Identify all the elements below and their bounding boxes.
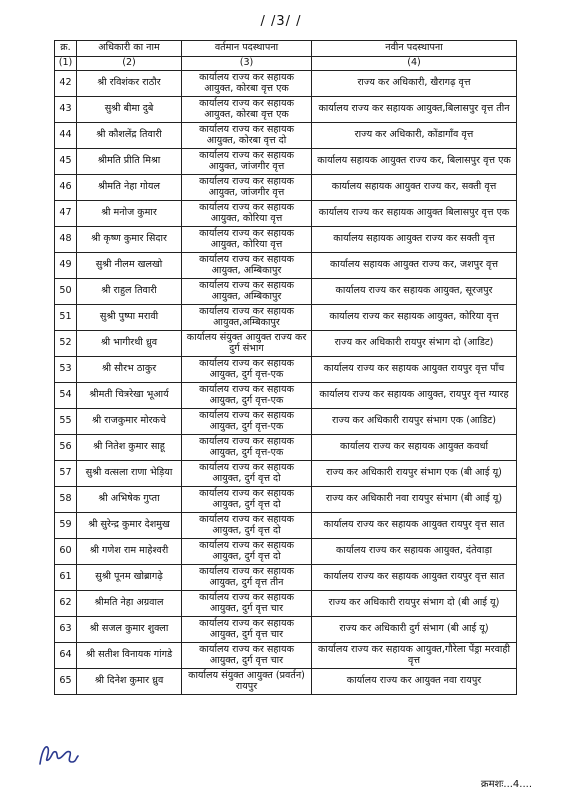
new-posting-cell: राज्य कर अधिकारी दुर्ग संभाग (बी आई यू) — [312, 617, 517, 643]
serial-cell: 44 — [55, 123, 77, 149]
serial-cell: 54 — [55, 383, 77, 409]
officer-name-cell: श्री कृष्ण कुमार सिदार — [77, 227, 182, 253]
serial-cell: 45 — [55, 149, 77, 175]
serial-cell: 61 — [55, 565, 77, 591]
table-row — [55, 305, 517, 331]
table-body — [55, 71, 517, 695]
serial-cell: 51 — [55, 305, 77, 331]
new-posting-cell: कार्यालय सहायक आयुक्त राज्य कर, बिलासपुर वृत्त एक — [312, 149, 517, 175]
current-posting-cell: कार्यालय राज्य कर सहायक आयुक्त, जांजगीर वृत्त — [182, 175, 312, 201]
new-posting-cell: कार्यालय राज्य कर आयुक्त नवा रायपुर — [312, 669, 517, 695]
serial-cell: 58 — [55, 487, 77, 513]
serial-cell: 52 — [55, 331, 77, 357]
new-posting-cell: कार्यालय राज्य कर सहायक आयुक्त रायपुर वृत्त पाँच — [312, 357, 517, 383]
table-row — [55, 357, 517, 383]
table-row — [55, 175, 517, 201]
officer-name-cell: सुश्री नीलम खलखो — [77, 253, 182, 279]
officer-name-cell: श्रीमति प्रीति मिश्रा — [77, 149, 182, 175]
officer-name-cell: श्री नितेश कुमार साहू — [77, 435, 182, 461]
table-row — [55, 331, 517, 357]
header-officer-name: अधिकारी का नाम — [77, 41, 182, 57]
column-number: (1) — [55, 57, 77, 71]
column-number: (3) — [182, 57, 312, 71]
signature-mark — [36, 740, 80, 768]
header-row — [55, 41, 517, 57]
table-row — [55, 383, 517, 409]
officer-name-cell: श्री दिनेश कुमार ध्रुव — [77, 669, 182, 695]
officer-name-cell: श्री रविशंकर राठौर — [77, 71, 182, 97]
current-posting-cell: कार्यालय राज्य कर सहायक आयुक्त, दुर्ग वृत्त चार — [182, 643, 312, 669]
table-row — [55, 149, 517, 175]
current-posting-cell: कार्यालय राज्य कर सहायक आयुक्त, दुर्ग वृत्त चार — [182, 617, 312, 643]
new-posting-cell: राज्य कर अधिकारी नवा रायपुर संभाग (बी आई यू) — [312, 487, 517, 513]
officer-name-cell: श्रीमति नेहा अग्रवाल — [77, 591, 182, 617]
new-posting-cell: कार्यालय राज्य कर सहायक आयुक्त,गौरेला पेंड्रा मरवाही वृत्त — [312, 643, 517, 669]
current-posting-cell: कार्यालय राज्य कर सहायक आयुक्त, कोरबा वृत्त एक — [182, 97, 312, 123]
officer-name-cell: सुश्री पुष्पा मरावी — [77, 305, 182, 331]
officer-name-cell: श्री राजकुमार मोरकचे — [77, 409, 182, 435]
header-current-posting: वर्तमान पदस्थापना — [182, 41, 312, 57]
current-posting-cell: कार्यालय राज्य कर सहायक आयुक्त, कोरबा वृत्त दो — [182, 123, 312, 149]
new-posting-cell: कार्यालय राज्य कर सहायक आयुक्त, सूरजपुर — [312, 279, 517, 305]
new-posting-cell: राज्य कर अधिकारी, कोंडागाँव वृत्त — [312, 123, 517, 149]
officer-name-cell: श्री सुरेन्द्र कुमार देशमुख — [77, 513, 182, 539]
table-row — [55, 513, 517, 539]
new-posting-cell: राज्य कर अधिकारी रायपुर संभाग दो (बी आई यू) — [312, 591, 517, 617]
serial-cell: 53 — [55, 357, 77, 383]
officer-name-cell: श्री गणेश राम माहेश्वरी — [77, 539, 182, 565]
new-posting-cell: कार्यालय राज्य कर सहायक आयुक्त रायपुर वृत्त सात — [312, 513, 517, 539]
table-row — [55, 539, 517, 565]
new-posting-cell: कार्यालय सहायक आयुक्त राज्य कर, सक्ती वृत्त — [312, 175, 517, 201]
officer-name-cell: श्री सतीश विनायक गांगडे — [77, 643, 182, 669]
current-posting-cell: कार्यालय राज्य कर सहायक आयुक्त, दुर्ग वृत्त-एक — [182, 435, 312, 461]
table-row — [55, 591, 517, 617]
current-posting-cell: कार्यालय राज्य कर सहायक आयुक्त, दुर्ग वृत्त चार — [182, 591, 312, 617]
officer-name-cell: श्री अभिषेक गुप्ता — [77, 487, 182, 513]
officer-name-cell: सुश्री वत्सला राणा भेड़िया — [77, 461, 182, 487]
new-posting-cell: कार्यालय राज्य कर सहायक आयुक्त रायपुर वृत्त सात — [312, 565, 517, 591]
new-posting-cell: राज्य कर अधिकारी रायपुर संभाग दो (आडिट) — [312, 331, 517, 357]
officer-name-cell: श्री राहुल तिवारी — [77, 279, 182, 305]
officer-name-cell: श्री भागीरथी ध्रुव — [77, 331, 182, 357]
serial-cell: 46 — [55, 175, 77, 201]
new-posting-cell: राज्य कर अधिकारी रायपुर संभाग एक (आडिट) — [312, 409, 517, 435]
table-row — [55, 123, 517, 149]
serial-cell: 64 — [55, 643, 77, 669]
table-row — [55, 461, 517, 487]
column-number: (2) — [77, 57, 182, 71]
current-posting-cell: कार्यालय राज्य कर सहायक आयुक्त, दुर्ग वृत्त-एक — [182, 383, 312, 409]
current-posting-cell: कार्यालय राज्य कर सहायक आयुक्त, कोरिया वृत्त — [182, 201, 312, 227]
current-posting-cell: कार्यालय राज्य कर सहायक आयुक्त, दुर्ग वृत्त तीन — [182, 565, 312, 591]
current-posting-cell: कार्यालय राज्य कर सहायक आयुक्त, दुर्ग वृत्त-एक — [182, 357, 312, 383]
officer-name-cell: श्री कौशलेंद्र तिवारी — [77, 123, 182, 149]
continued-note: क्रमशः...4.... — [480, 779, 532, 790]
new-posting-cell: राज्य कर अधिकारी, खैरागढ़ वृत्त — [312, 71, 517, 97]
table-row — [55, 253, 517, 279]
serial-cell: 57 — [55, 461, 77, 487]
table-row — [55, 435, 517, 461]
table-row — [55, 617, 517, 643]
current-posting-cell: कार्यालय संयुक्त आयुक्त राज्य कर दुर्ग संभाग — [182, 331, 312, 357]
officer-name-cell: सुश्री बीमा दुबे — [77, 97, 182, 123]
serial-cell: 62 — [55, 591, 77, 617]
current-posting-cell: कार्यालय राज्य कर सहायक आयुक्त, अम्बिकापुर — [182, 253, 312, 279]
serial-cell: 55 — [55, 409, 77, 435]
serial-cell: 43 — [55, 97, 77, 123]
current-posting-cell: कार्यालय राज्य कर सहायक आयुक्त, अम्बिकापुर — [182, 279, 312, 305]
transfer-table — [54, 40, 517, 695]
serial-cell: 60 — [55, 539, 77, 565]
table-row — [55, 71, 517, 97]
new-posting-cell: कार्यालय राज्य कर सहायक आयुक्त बिलासपुर वृत्त एक — [312, 201, 517, 227]
table-row — [55, 279, 517, 305]
current-posting-cell: कार्यालय संयुक्त आयुक्त (प्रवर्तन) रायपुर — [182, 669, 312, 695]
serial-cell: 47 — [55, 201, 77, 227]
table-row — [55, 487, 517, 513]
table-row — [55, 643, 517, 669]
serial-cell: 56 — [55, 435, 77, 461]
serial-cell: 65 — [55, 669, 77, 695]
current-posting-cell: कार्यालय राज्य कर सहायक आयुक्त, दुर्ग वृत्त दो — [182, 461, 312, 487]
current-posting-cell: कार्यालय राज्य कर सहायक आयुक्त, दुर्ग वृत्त दो — [182, 513, 312, 539]
serial-cell: 49 — [55, 253, 77, 279]
page-number: / /3/ / — [260, 14, 302, 29]
new-posting-cell: कार्यालय राज्य कर सहायक आयुक्त, दंतेवाड़ा — [312, 539, 517, 565]
current-posting-cell: कार्यालय राज्य कर सहायक आयुक्त, दुर्ग वृत्त दो — [182, 539, 312, 565]
serial-cell: 48 — [55, 227, 77, 253]
current-posting-cell: कार्यालय राज्य कर सहायक आयुक्त, जांजगीर वृत्त — [182, 149, 312, 175]
column-number-row — [55, 57, 517, 71]
new-posting-cell: कार्यालय सहायक आयुक्त राज्य कर, जशपुर वृत्त — [312, 253, 517, 279]
current-posting-cell: कार्यालय राज्य कर सहायक आयुक्त, दुर्ग वृत्त दो — [182, 487, 312, 513]
table-header — [55, 41, 517, 71]
table-row — [55, 565, 517, 591]
officer-name-cell: श्रीमति नेहा गोयल — [77, 175, 182, 201]
current-posting-cell: कार्यालय राज्य कर सहायक आयुक्त, कोरिया वृत्त — [182, 227, 312, 253]
header-serial: क्र. — [55, 41, 77, 57]
current-posting-cell: कार्यालय राज्य कर सहायक आयुक्त,अम्बिकापुर — [182, 305, 312, 331]
serial-cell: 42 — [55, 71, 77, 97]
officer-name-cell: श्रीमती चित्ररेखा भूआर्य — [77, 383, 182, 409]
header-new-posting: नवीन पदस्थापना — [312, 41, 517, 57]
column-number: (4) — [312, 57, 517, 71]
new-posting-cell: कार्यालय राज्य कर सहायक आयुक्त कवर्धा — [312, 435, 517, 461]
current-posting-cell: कार्यालय राज्य कर सहायक आयुक्त, कोरबा वृत्त एक — [182, 71, 312, 97]
table-row — [55, 97, 517, 123]
new-posting-cell: कार्यालय राज्य कर सहायक आयुक्त,बिलासपुर वृत्त तीन — [312, 97, 517, 123]
new-posting-cell: कार्यालय राज्य कर सहायक आयुक्त, रायपुर वृत्त ग्यारह — [312, 383, 517, 409]
serial-cell: 59 — [55, 513, 77, 539]
officer-name-cell: सुश्री पूनम खोब्रागढ़े — [77, 565, 182, 591]
officer-name-cell: श्री सजल कुमार शुक्ला — [77, 617, 182, 643]
officer-name-cell: श्री मनोज कुमार — [77, 201, 182, 227]
serial-cell: 50 — [55, 279, 77, 305]
table-row — [55, 669, 517, 695]
table-row — [55, 227, 517, 253]
new-posting-cell: राज्य कर अधिकारी रायपुर संभाग एक (बी आई यू) — [312, 461, 517, 487]
table-row — [55, 201, 517, 227]
serial-cell: 63 — [55, 617, 77, 643]
table-row — [55, 409, 517, 435]
officer-name-cell: श्री सौरभ ठाकुर — [77, 357, 182, 383]
current-posting-cell: कार्यालय राज्य कर सहायक आयुक्त, दुर्ग वृत्त-एक — [182, 409, 312, 435]
new-posting-cell: कार्यालय सहायक आयुक्त राज्य कर सक्ती वृत्त — [312, 227, 517, 253]
new-posting-cell: कार्यालय राज्य कर सहायक आयुक्त, कोरिया वृत्त — [312, 305, 517, 331]
